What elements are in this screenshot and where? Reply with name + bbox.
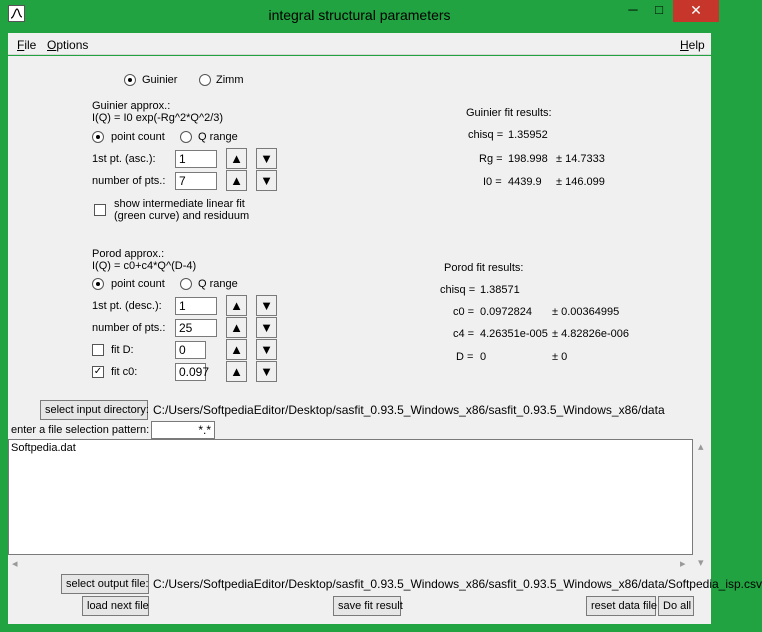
porod-first-pt-down-button[interactable]	[256, 295, 277, 316]
c4-label: c4 =	[453, 328, 475, 340]
maximize-button[interactable]: □	[655, 2, 663, 17]
scroll-right-icon[interactable]: ▸	[680, 558, 686, 570]
scroll-down-icon[interactable]: ▾	[698, 557, 704, 569]
zimm-mode-label: Zimm	[216, 74, 244, 86]
down-arrow-icon: ▼	[260, 364, 273, 379]
c0-error: ± 0.00364995	[552, 306, 620, 318]
save-fit-result-button[interactable]: save fit result	[333, 596, 401, 616]
porod-point-count-radio[interactable]	[92, 278, 104, 290]
fit-c0-up-button[interactable]	[226, 361, 247, 382]
i0-error: ± 146.099	[556, 176, 605, 188]
fit-c0-label: fit c0:	[111, 366, 138, 378]
menu-help[interactable]: Help	[680, 38, 705, 52]
i0-label: I0 =	[483, 176, 502, 188]
up-arrow-icon: ▲	[230, 342, 243, 357]
down-arrow-icon: ▼	[260, 320, 273, 335]
porod-point-count-label: point count	[111, 278, 165, 290]
intermediate-fit-label-line1: show intermediate linear fit	[114, 198, 245, 210]
guinier-first-pt-up-button[interactable]	[226, 148, 247, 169]
porod-num-pts-input[interactable]: 25	[175, 319, 217, 337]
do-all-button[interactable]: Do all	[658, 596, 694, 616]
up-arrow-icon: ▲	[230, 173, 243, 188]
input-directory-path: C:/Users/SoftpediaEditor/Desktop/sasfit_0.93.5_Windows_x86/sasfit_0.93.5_Windows_x86/data	[153, 403, 665, 417]
fit-d-label: fit D:	[111, 344, 134, 356]
d-error: ± 0	[552, 351, 568, 363]
zimm-mode-radio[interactable]	[199, 74, 211, 86]
up-arrow-icon: ▲	[230, 320, 243, 335]
c4-value: 4.26351e-005	[480, 328, 548, 340]
menu-file[interactable]: File	[17, 38, 37, 52]
file-list[interactable]	[8, 439, 693, 555]
down-arrow-icon: ▼	[260, 151, 273, 166]
guinier-chisq-value: 1.35952	[508, 129, 548, 141]
guinier-num-pts-label: number of pts.:	[92, 175, 166, 187]
reset-data-file-button[interactable]: reset data file	[586, 596, 656, 616]
guinier-heading: Guinier approx.:	[92, 100, 171, 112]
c0-label: c0 =	[453, 306, 475, 318]
porod-num-pts-up-button[interactable]	[226, 317, 247, 338]
porod-heading: Porod approx.:	[92, 248, 165, 260]
porod-q-range-radio[interactable]	[180, 278, 192, 290]
rg-value: 198.998	[508, 153, 548, 165]
scroll-up-icon[interactable]: ▴	[698, 441, 704, 453]
close-button[interactable]: ✕	[673, 0, 719, 22]
fit-d-down-button[interactable]	[256, 339, 277, 360]
fit-d-up-button[interactable]	[226, 339, 247, 360]
down-arrow-icon: ▼	[260, 342, 273, 357]
porod-num-pts-down-button[interactable]	[256, 317, 277, 338]
fit-d-checkbox[interactable]	[92, 344, 104, 356]
porod-chisq-value: 1.38571	[480, 284, 520, 296]
guinier-chisq-label: chisq =	[468, 129, 504, 141]
rg-error: ± 14.7333	[556, 153, 605, 165]
menu-options[interactable]: Options	[47, 38, 89, 52]
select-output-file-button[interactable]: select output file:	[61, 574, 149, 594]
d-label: D =	[456, 351, 474, 363]
porod-chisq-label: chisq =	[440, 284, 476, 296]
i0-value: 4439.9	[508, 176, 542, 188]
file-list-horizontal-scrollbar[interactable]	[8, 556, 693, 572]
guinier-q-range-label: Q range	[198, 131, 238, 143]
guinier-mode-label: Guinier	[142, 74, 178, 86]
down-arrow-icon: ▼	[260, 173, 273, 188]
fit-d-input[interactable]: 0	[175, 341, 206, 359]
c0-value: 0.0972824	[480, 306, 532, 318]
file-pattern-label: enter a file selection pattern:	[11, 424, 150, 436]
porod-num-pts-label: number of pts.:	[92, 322, 166, 334]
porod-q-range-label: Q range	[198, 278, 238, 290]
minimize-button[interactable]: ─	[628, 2, 638, 17]
guinier-point-count-label: point count	[111, 131, 165, 143]
file-list-item[interactable]: Softpedia.dat	[11, 442, 76, 454]
guinier-num-pts-down-button[interactable]	[256, 170, 277, 191]
select-input-directory-button[interactable]: select input directory:	[40, 400, 148, 420]
porod-first-pt-label: 1st pt. (desc.):	[92, 300, 162, 312]
d-value: 0	[480, 351, 487, 363]
menu-bar	[8, 33, 711, 55]
up-arrow-icon: ▲	[230, 151, 243, 166]
c4-error: ± 4.82826e-006	[552, 328, 629, 340]
load-next-file-button[interactable]: load next file	[82, 596, 149, 616]
guinier-results-heading: Guinier fit results:	[466, 107, 552, 119]
guinier-q-range-radio[interactable]	[180, 131, 192, 143]
guinier-formula: I(Q) = I0 exp(-Rg^2*Q^2/3)	[92, 112, 224, 124]
guinier-mode-radio[interactable]	[124, 74, 136, 86]
file-pattern-input[interactable]: *.*	[151, 421, 215, 439]
output-file-path: C:/Users/SoftpediaEditor/Desktop/sasfit_0.93.5_Windows_x86/sasfit_0.93.5_Windows_x86/data/Softpedia_isp.csv	[153, 577, 762, 591]
porod-results-heading: Porod fit results:	[444, 262, 524, 274]
up-arrow-icon: ▲	[230, 298, 243, 313]
fit-c0-input[interactable]: 0.097	[175, 363, 206, 381]
scroll-left-icon[interactable]: ◂	[12, 558, 18, 570]
porod-first-pt-input[interactable]: 1	[175, 297, 217, 315]
fit-c0-down-button[interactable]	[256, 361, 277, 382]
porod-first-pt-up-button[interactable]	[226, 295, 247, 316]
fit-c0-checkbox[interactable]	[92, 366, 104, 378]
guinier-point-count-radio[interactable]	[92, 131, 104, 143]
guinier-num-pts-input[interactable]: 7	[175, 172, 217, 190]
guinier-num-pts-up-button[interactable]	[226, 170, 247, 191]
file-list-vertical-scrollbar[interactable]	[694, 439, 711, 572]
main-panel	[8, 56, 762, 624]
window-title: integral structural parameters	[268, 7, 451, 23]
intermediate-fit-checkbox[interactable]	[94, 204, 106, 216]
rg-label: Rg =	[479, 153, 503, 165]
title-bar	[0, 0, 719, 31]
guinier-first-pt-down-button[interactable]	[256, 148, 277, 169]
porod-formula: I(Q) = c0+c4*Q^(D-4)	[92, 260, 197, 272]
up-arrow-icon: ▲	[230, 364, 243, 379]
intermediate-fit-label-line2: (green curve) and residuum	[114, 210, 250, 222]
guinier-first-pt-label: 1st pt. (asc.):	[92, 153, 156, 165]
check-icon: ✓	[93, 366, 103, 377]
down-arrow-icon: ▼	[260, 298, 273, 313]
guinier-first-pt-input[interactable]: 1	[175, 150, 217, 168]
